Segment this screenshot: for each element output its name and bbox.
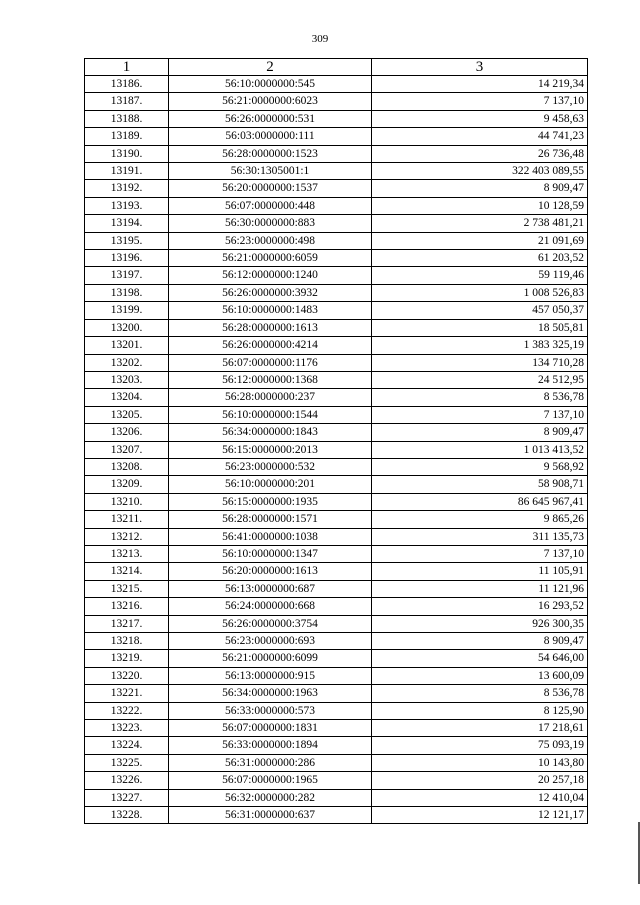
value-cell: 7 137,10 xyxy=(372,406,588,423)
cadastral-number-cell: 56:07:0000000:1965 xyxy=(169,772,372,789)
value-cell: 26 736,48 xyxy=(372,145,588,162)
table-row xyxy=(85,737,588,754)
value-cell: 134 710,28 xyxy=(372,354,588,371)
cadastral-number-cell: 56:13:0000000:915 xyxy=(169,667,372,684)
row-number-cell: 13226. xyxy=(85,772,169,789)
cadastral-number-cell: 56:15:0000000:1935 xyxy=(169,493,372,510)
cadastral-number-cell: 56:33:0000000:1894 xyxy=(169,737,372,754)
table-row xyxy=(85,580,588,597)
row-number-cell: 13207. xyxy=(85,441,169,458)
row-number-cell: 13200. xyxy=(85,319,169,336)
row-number-cell: 13205. xyxy=(85,406,169,423)
cadastral-number-cell: 56:28:0000000:1613 xyxy=(169,319,372,336)
cadastral-number-cell: 56:10:0000000:201 xyxy=(169,476,372,493)
table-row xyxy=(85,511,588,528)
cadastral-number-cell: 56:26:0000000:3932 xyxy=(169,284,372,301)
row-number-cell: 13212. xyxy=(85,528,169,545)
cadastral-number-cell: 56:32:0000000:282 xyxy=(169,789,372,806)
row-number-cell: 13197. xyxy=(85,267,169,284)
value-cell: 14 219,34 xyxy=(372,76,588,93)
table-row xyxy=(85,476,588,493)
cadastral-number-cell: 56:34:0000000:1963 xyxy=(169,685,372,702)
value-cell: 13 600,09 xyxy=(372,667,588,684)
table-row xyxy=(85,598,588,615)
cadastral-number-cell: 56:26:0000000:3754 xyxy=(169,615,372,632)
table-row xyxy=(85,197,588,214)
table-row xyxy=(85,145,588,162)
row-number-cell: 13203. xyxy=(85,371,169,388)
row-number-cell: 13190. xyxy=(85,145,169,162)
table-row xyxy=(85,789,588,806)
table-row xyxy=(85,493,588,510)
cadastral-number-cell: 56:28:0000000:237 xyxy=(169,389,372,406)
cadastral-number-cell: 56:31:0000000:286 xyxy=(169,754,372,771)
table-row xyxy=(85,389,588,406)
row-number-cell: 13211. xyxy=(85,511,169,528)
row-number-cell: 13187. xyxy=(85,93,169,110)
value-cell: 7 137,10 xyxy=(372,545,588,562)
table-row xyxy=(85,685,588,702)
page-number: 309 xyxy=(311,33,329,45)
table-row xyxy=(85,406,588,423)
cadastral-number-cell: 56:03:0000000:111 xyxy=(169,128,372,145)
row-number-cell: 13196. xyxy=(85,250,169,267)
table-row xyxy=(85,93,588,110)
column-header-2: 2 xyxy=(169,59,372,76)
value-cell: 7 137,10 xyxy=(372,93,588,110)
cadastral-number-cell: 56:12:0000000:1368 xyxy=(169,371,372,388)
cadastral-number-cell: 56:28:0000000:1571 xyxy=(169,511,372,528)
cadastral-number-cell: 56:07:0000000:1831 xyxy=(169,720,372,737)
value-cell: 8 909,47 xyxy=(372,424,588,441)
row-number-cell: 13215. xyxy=(85,580,169,597)
row-number-cell: 13194. xyxy=(85,215,169,232)
row-number-cell: 13199. xyxy=(85,302,169,319)
cadastral-number-cell: 56:34:0000000:1843 xyxy=(169,424,372,441)
value-cell: 322 403 089,55 xyxy=(372,163,588,180)
value-cell: 16 293,52 xyxy=(372,598,588,615)
value-cell: 86 645 967,41 xyxy=(372,493,588,510)
cadastral-number-cell: 56:31:0000000:637 xyxy=(169,807,372,824)
row-number-cell: 13189. xyxy=(85,128,169,145)
table-row xyxy=(85,424,588,441)
row-number-cell: 13222. xyxy=(85,702,169,719)
value-cell: 10 128,59 xyxy=(372,197,588,214)
table-row xyxy=(85,371,588,388)
value-cell: 11 105,91 xyxy=(372,563,588,580)
cadastral-number-cell: 56:21:0000000:6099 xyxy=(169,650,372,667)
row-number-cell: 13218. xyxy=(85,633,169,650)
row-number-cell: 13225. xyxy=(85,754,169,771)
table-row xyxy=(85,702,588,719)
row-number-cell: 13228. xyxy=(85,807,169,824)
cadastral-number-cell: 56:15:0000000:2013 xyxy=(169,441,372,458)
table-row xyxy=(85,128,588,145)
row-number-cell: 13204. xyxy=(85,389,169,406)
cadastral-number-cell: 56:21:0000000:6023 xyxy=(169,93,372,110)
cadastral-number-cell: 56:10:0000000:1483 xyxy=(169,302,372,319)
table-row xyxy=(85,319,588,336)
value-cell: 12 410,04 xyxy=(372,789,588,806)
cadastral-number-cell: 56:23:0000000:693 xyxy=(169,633,372,650)
value-cell: 58 908,71 xyxy=(372,476,588,493)
value-cell: 18 505,81 xyxy=(372,319,588,336)
row-number-cell: 13195. xyxy=(85,232,169,249)
row-number-cell: 13193. xyxy=(85,197,169,214)
cadastral-number-cell: 56:24:0000000:668 xyxy=(169,598,372,615)
value-cell: 8 536,78 xyxy=(372,389,588,406)
value-cell: 311 135,73 xyxy=(372,528,588,545)
table-row xyxy=(85,563,588,580)
row-number-cell: 13223. xyxy=(85,720,169,737)
value-cell: 8 125,90 xyxy=(372,702,588,719)
column-header-1: 1 xyxy=(85,59,169,76)
value-cell: 11 121,96 xyxy=(372,580,588,597)
row-number-cell: 13192. xyxy=(85,180,169,197)
cadastral-number-cell: 56:26:0000000:4214 xyxy=(169,337,372,354)
table-row xyxy=(85,545,588,562)
row-number-cell: 13224. xyxy=(85,737,169,754)
value-cell: 8 536,78 xyxy=(372,685,588,702)
value-cell: 59 119,46 xyxy=(372,267,588,284)
value-cell: 2 738 481,21 xyxy=(372,215,588,232)
row-number-cell: 13219. xyxy=(85,650,169,667)
value-cell: 24 512,95 xyxy=(372,371,588,388)
cadastral-number-cell: 56:13:0000000:687 xyxy=(169,580,372,597)
table-row xyxy=(85,650,588,667)
table-row xyxy=(85,458,588,475)
row-number-cell: 13201. xyxy=(85,337,169,354)
value-cell: 9 865,26 xyxy=(372,511,588,528)
row-number-cell: 13186. xyxy=(85,76,169,93)
table-row xyxy=(85,337,588,354)
table-body xyxy=(85,76,588,824)
value-cell: 9 458,63 xyxy=(372,110,588,127)
cadastral-number-cell: 56:21:0000000:6059 xyxy=(169,250,372,267)
value-cell: 9 568,92 xyxy=(372,458,588,475)
value-cell: 8 909,47 xyxy=(372,180,588,197)
table-row xyxy=(85,215,588,232)
table-row xyxy=(85,232,588,249)
row-number-cell: 13191. xyxy=(85,163,169,180)
cadastral-number-cell: 56:28:0000000:1523 xyxy=(169,145,372,162)
value-cell: 1 383 325,19 xyxy=(372,337,588,354)
value-cell: 457 050,37 xyxy=(372,302,588,319)
cadastral-number-cell: 56:20:0000000:1537 xyxy=(169,180,372,197)
value-cell: 926 300,35 xyxy=(372,615,588,632)
column-header-3: 3 xyxy=(372,59,588,76)
table-row xyxy=(85,667,588,684)
value-cell: 54 646,00 xyxy=(372,650,588,667)
value-cell: 12 121,17 xyxy=(372,807,588,824)
table-row xyxy=(85,772,588,789)
row-number-cell: 13213. xyxy=(85,545,169,562)
table-row xyxy=(85,284,588,301)
value-cell: 61 203,52 xyxy=(372,250,588,267)
row-number-cell: 13209. xyxy=(85,476,169,493)
table-row xyxy=(85,180,588,197)
table-row xyxy=(85,354,588,371)
value-cell: 10 143,80 xyxy=(372,754,588,771)
table-row xyxy=(85,807,588,824)
table-row xyxy=(85,615,588,632)
table-row xyxy=(85,110,588,127)
row-number-cell: 13188. xyxy=(85,110,169,127)
table-row xyxy=(85,441,588,458)
table-row xyxy=(85,250,588,267)
row-number-cell: 13208. xyxy=(85,458,169,475)
row-number-cell: 13217. xyxy=(85,615,169,632)
value-cell: 21 091,69 xyxy=(372,232,588,249)
cadastral-number-cell: 56:10:0000000:1347 xyxy=(169,545,372,562)
value-cell: 17 218,61 xyxy=(372,720,588,737)
table-row xyxy=(85,633,588,650)
row-number-cell: 13198. xyxy=(85,284,169,301)
cadastral-number-cell: 56:23:0000000:532 xyxy=(169,458,372,475)
table-row xyxy=(85,754,588,771)
table-row xyxy=(85,163,588,180)
row-number-cell: 13216. xyxy=(85,598,169,615)
table-header-row xyxy=(85,59,588,76)
row-number-cell: 13227. xyxy=(85,789,169,806)
row-number-cell: 13221. xyxy=(85,685,169,702)
row-number-cell: 13206. xyxy=(85,424,169,441)
cadastral-number-cell: 56:26:0000000:531 xyxy=(169,110,372,127)
cadastral-number-cell: 56:07:0000000:1176 xyxy=(169,354,372,371)
value-cell: 75 093,19 xyxy=(372,737,588,754)
cadastral-number-cell: 56:30:0000000:883 xyxy=(169,215,372,232)
cadastral-number-cell: 56:41:0000000:1038 xyxy=(169,528,372,545)
table-row xyxy=(85,720,588,737)
cadastral-number-cell: 56:30:1305001:1 xyxy=(169,163,372,180)
table-row xyxy=(85,302,588,319)
registry-table xyxy=(84,58,588,824)
row-number-cell: 13202. xyxy=(85,354,169,371)
row-number-cell: 13210. xyxy=(85,493,169,510)
cadastral-number-cell: 56:33:0000000:573 xyxy=(169,702,372,719)
table-row xyxy=(85,76,588,93)
cadastral-number-cell: 56:20:0000000:1613 xyxy=(169,563,372,580)
cadastral-number-cell: 56:23:0000000:498 xyxy=(169,232,372,249)
value-cell: 44 741,23 xyxy=(372,128,588,145)
row-number-cell: 13220. xyxy=(85,667,169,684)
cadastral-number-cell: 56:10:0000000:545 xyxy=(169,76,372,93)
row-number-cell: 13214. xyxy=(85,563,169,580)
value-cell: 20 257,18 xyxy=(372,772,588,789)
value-cell: 1 008 526,83 xyxy=(372,284,588,301)
cadastral-number-cell: 56:10:0000000:1544 xyxy=(169,406,372,423)
table-row xyxy=(85,267,588,284)
value-cell: 1 013 413,52 xyxy=(372,441,588,458)
table-row xyxy=(85,528,588,545)
cadastral-number-cell: 56:07:0000000:448 xyxy=(169,197,372,214)
value-cell: 8 909,47 xyxy=(372,633,588,650)
cadastral-number-cell: 56:12:0000000:1240 xyxy=(169,267,372,284)
